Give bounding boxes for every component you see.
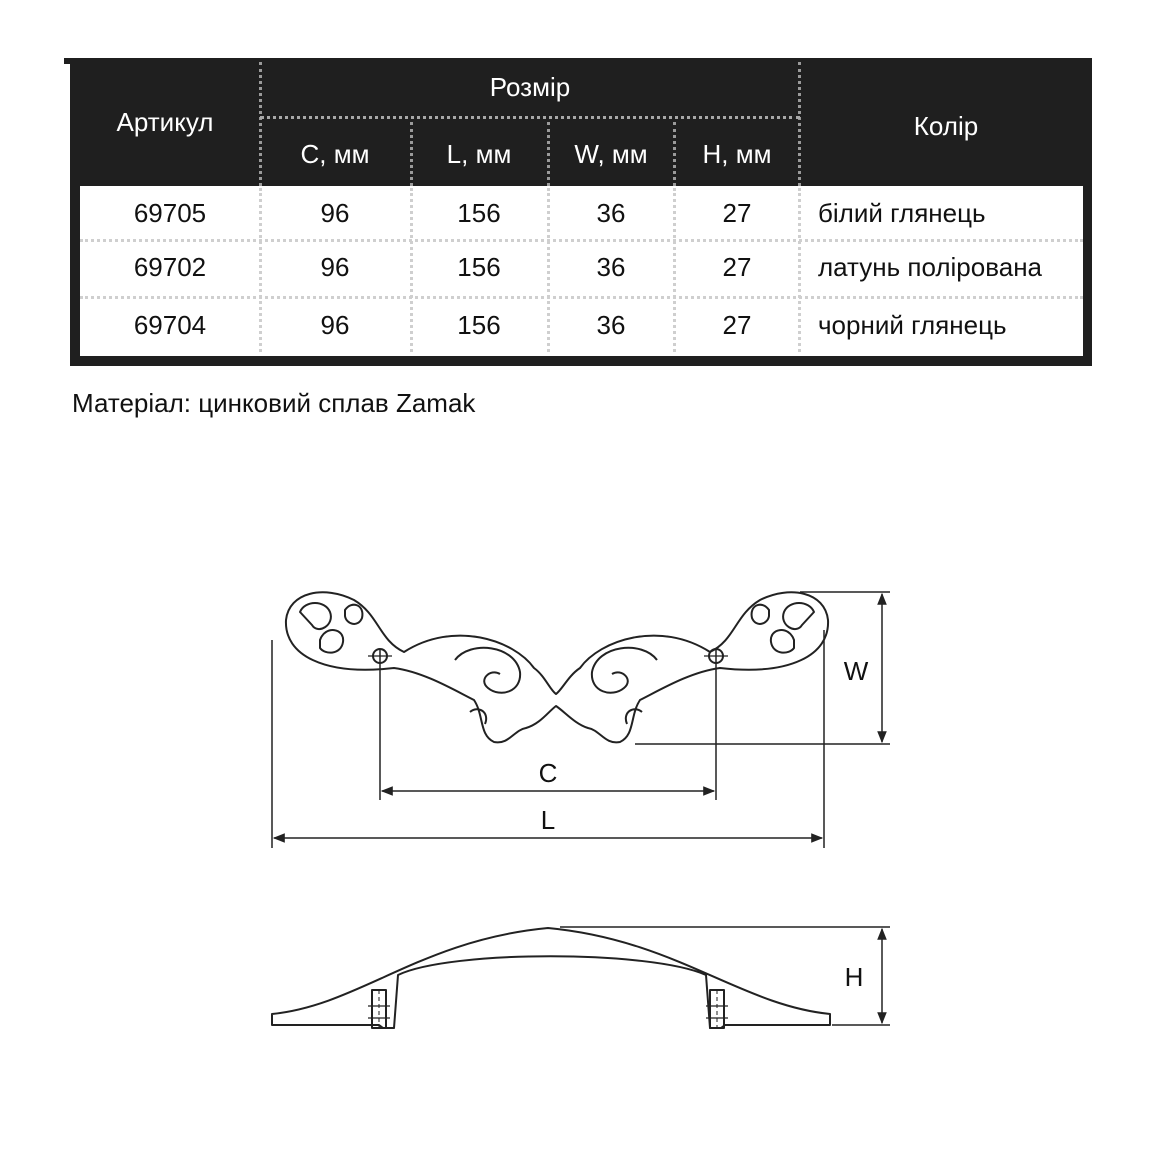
scroll-cutout xyxy=(752,605,769,624)
screw-insert-right xyxy=(710,990,724,1028)
table-cell-c: 96 xyxy=(320,309,350,340)
header-color: Колір xyxy=(913,110,979,141)
table-cell-color: чорний глянець xyxy=(818,309,1007,340)
table-cell-l: 156 xyxy=(457,197,501,228)
table-cell-w: 36 xyxy=(596,197,626,228)
table-cell-h: 27 xyxy=(722,309,752,340)
handle-top-outline xyxy=(286,592,828,742)
dimension-w-label: W xyxy=(843,656,869,686)
top-view-dimensions xyxy=(272,592,890,848)
header-c: C, мм xyxy=(300,138,370,169)
screw-insert-left xyxy=(372,990,386,1028)
table-cell-article: 69705 xyxy=(133,197,207,228)
dimension-c-label: C xyxy=(538,758,558,788)
scroll-cutout xyxy=(320,630,343,653)
header-article: Артикул xyxy=(116,106,214,137)
table-cell-h: 27 xyxy=(722,197,752,228)
table-cell-c: 96 xyxy=(320,251,350,282)
scroll-cutout xyxy=(300,603,331,629)
scroll-cutout xyxy=(592,648,657,693)
scroll-cutout xyxy=(771,630,794,653)
handle-top-view xyxy=(286,592,828,742)
header-w: W, мм xyxy=(574,138,648,169)
header-size-group: Розмір xyxy=(489,71,571,102)
table-cell-w: 36 xyxy=(596,309,626,340)
scroll-cutout xyxy=(345,605,362,624)
scroll-cutout xyxy=(455,648,520,693)
scroll-cutout xyxy=(783,603,814,629)
dimension-h-label: H xyxy=(844,962,864,992)
material-note: Матеріал: цинковий сплав Zamak xyxy=(72,388,476,418)
table-cell-article: 69702 xyxy=(133,251,207,282)
handle-side-view xyxy=(272,928,830,1032)
handle-side-outline xyxy=(272,928,830,1028)
table-cell-c: 96 xyxy=(320,197,350,228)
table-cell-w: 36 xyxy=(596,251,626,282)
table-cell-color: латунь полірована xyxy=(818,251,1043,282)
table-cell-l: 156 xyxy=(457,251,501,282)
header-l: L, мм xyxy=(446,138,512,169)
table-cell-color: білий глянець xyxy=(818,197,986,228)
table-cell-h: 27 xyxy=(722,251,752,282)
table-cell-article: 69704 xyxy=(133,309,207,340)
table-cell-l: 156 xyxy=(457,309,501,340)
header-h: H, мм xyxy=(702,138,772,169)
dimension-l-label: L xyxy=(540,805,556,835)
